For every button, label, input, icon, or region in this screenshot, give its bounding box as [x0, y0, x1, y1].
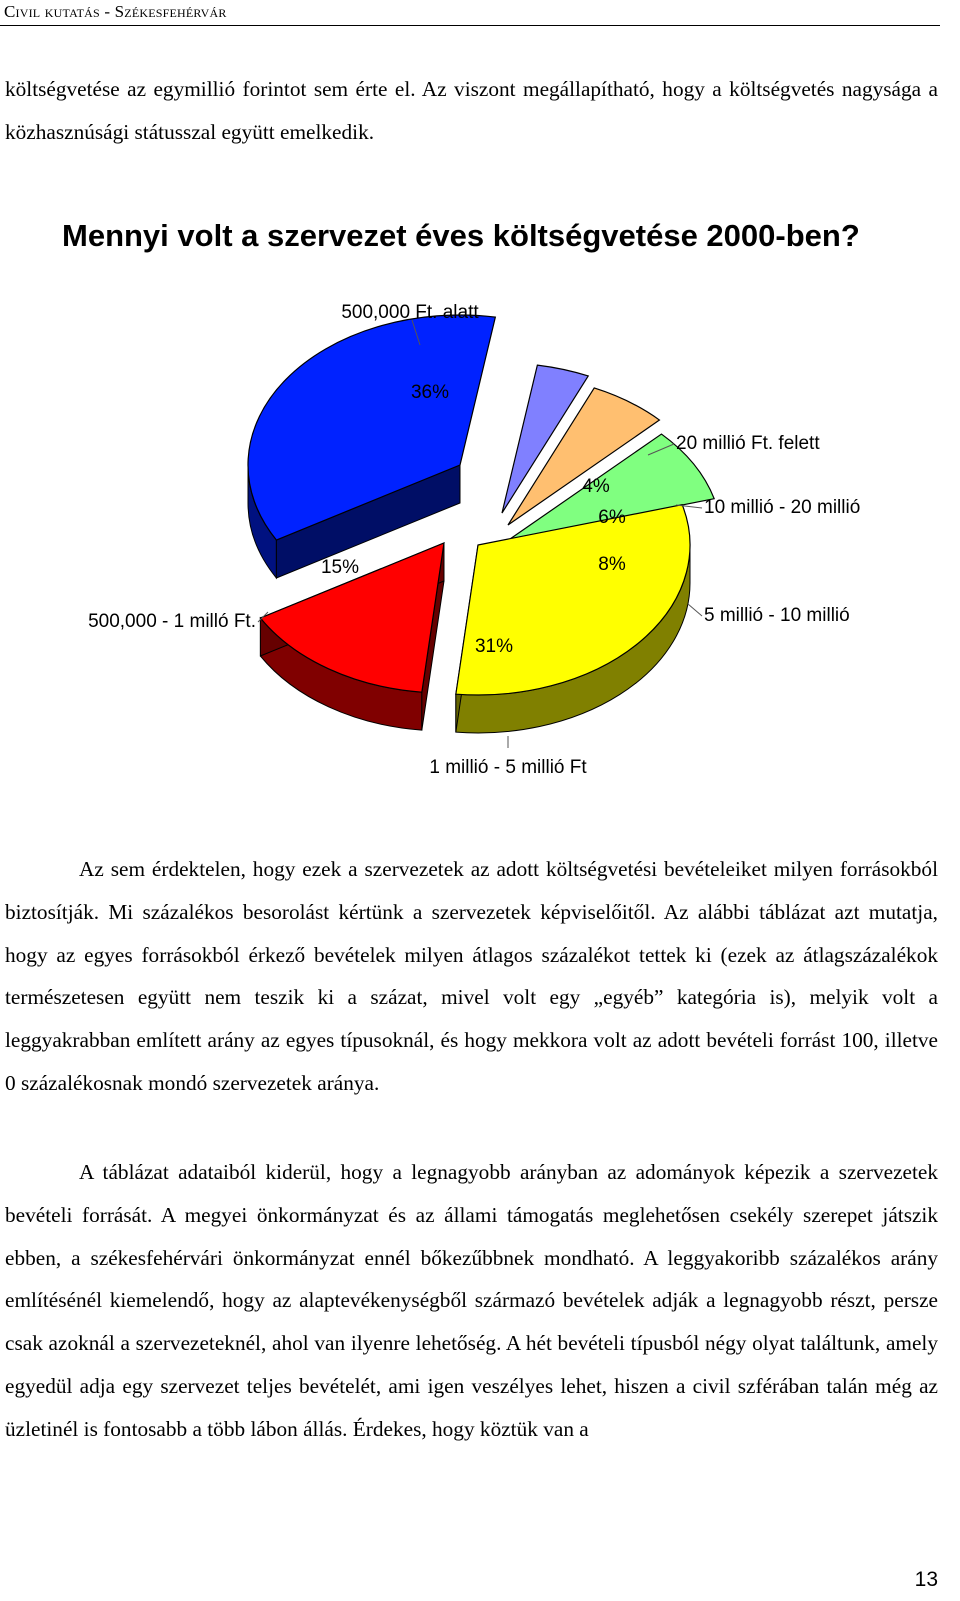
budget-pie-chart [0, 280, 960, 800]
pie-percent-label: 36% [410, 382, 450, 403]
pie-percent-label: 8% [598, 554, 626, 575]
pie-category-label: 5 millió - 10 millió [704, 605, 850, 627]
running-header: Civil kutatás - Székesfehérvár [4, 2, 227, 21]
pie-category-label: 1 millió - 5 millió Ft [429, 757, 587, 779]
pie-category-label: 10 millió - 20 millió [704, 497, 861, 519]
header-rule [0, 25, 940, 26]
pie-category-label: 500,000 - 1 milló Ft. [88, 611, 256, 633]
pie-category-label: 500,000 Ft. alatt [341, 302, 479, 324]
chart-title: Mennyi volt a szervezet éves költségvetése 2000-ben? [62, 218, 860, 253]
pie-percent-label: 15% [320, 557, 360, 578]
pie-percent-label: 31% [474, 636, 514, 657]
pie-percent-label: 6% [598, 507, 626, 528]
pie-leader-line [688, 604, 702, 616]
page-number: 13 [914, 1568, 938, 1591]
intro-paragraph: költségvetése az egymillió forintot sem érte el. Az viszont megállapítható, hogy a költségvetés nagysága a közhasznúsági státusszal együtt emelkedik. [5, 77, 938, 144]
pie-category-label: 20 millió Ft. felett [676, 433, 820, 455]
pie-percent-label: 4% [582, 476, 610, 497]
body-paragraph-1: Az sem érdektelen, hogy ezek a szervezetek az adott költségvetési bevételeiket milyen forrásokból biztosítják. Mi százalékos besorolást kértünk a szervezetek képviselőitől. Az alábbi táblázat azt mutatja, hogy az egyes forrásokból érkező bevételek milyen átlagos százalékot tettek ki (ezek az átlagszázalékok természetesen együtt nem teszik ki a százat, mivel volt egy „egyéb” kategória is), melyik volt a leggyakrabban említett arány az egyes típusoknál, és hogy mekkora volt az adott bevételi forrást 100, illetve 0 százalékosnak mondó szervezetek aránya. [5, 857, 938, 1095]
body-paragraph-2: A táblázat adataiból kiderül, hogy a legnagyobb arányban az adományok képezik a szervezetek bevételi forrását. A megyei önkormányzat és az állami támogatás meglehetősen csekély szerepet játszik ebben, a székesfehérvári önkormányzat ennél bőkezűbbnek mondható. A leggyakoribb százalékos arány említésénél kiemelendő, hogy az alaptevékenységből származó bevételek adják a legnagyobb részt, persze csak azoknál a szervezeteknél, ahol van ilyenre lehetőség. A hét bevételi típusból négy olyat találtunk, amely egyedül adja egy szervezet teljes bevételét, ami igen veszélyes lehet, hiszen a civil szférában talán még az üzletinél is fontosabb a több lábon állás. Érdekes, hogy köztük van a [5, 1160, 938, 1441]
